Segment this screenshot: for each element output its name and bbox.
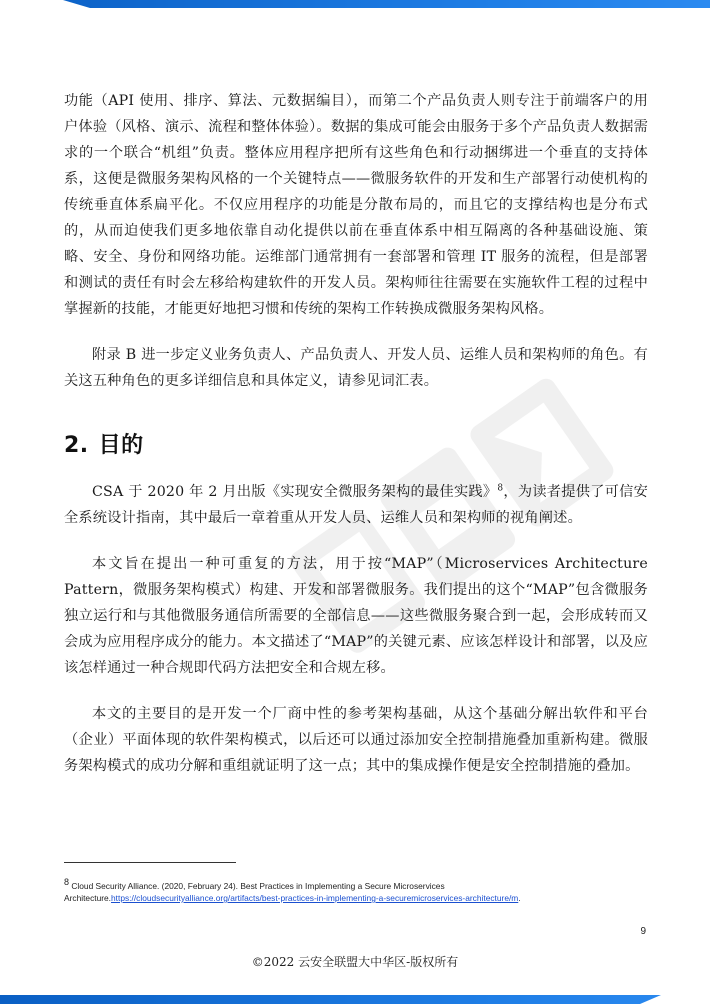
paragraph-csa-text-cont: ，为读者提供了可信安全系统设计指南，其中最后一章着重从开发人员、运维人员和架构师的视角阐述。 [64, 484, 648, 526]
footnote-marker: 8 [64, 877, 70, 888]
footer-notch [640, 995, 710, 1004]
copyright-footer: ©2022 云安全联盟大中华区-版权所有 [251, 955, 459, 969]
footnote-trailing: . [518, 893, 521, 903]
paragraph-map-purpose: 本文旨在提出一种可重复的方法，用于按“MAP”（Microservices Architecture Pattern，微服务架构模式）构建、开发和部署微服务。我们提出的这个“MAP”包含微服务独立运行和与其他微服务通信所需要的全部信息——这些微服务聚合到一起，会形成转而又会成为应用程序成分的能力。本文描述了“MAP”的关键元素、应该怎样设计和部署，以及应该怎样通过一种合规即代码方法把安全和合规左移。 [64, 556, 648, 676]
document-body [64, 88, 648, 799]
header-stripe [0, 0, 710, 8]
section-number: 2. [64, 433, 89, 458]
footnote-divider [64, 862, 236, 863]
paragraph-main-goal: 本文的主要目的是开发一个厂商中性的参考架构基础，从这个基础分解出软件和平台（企业）平面体现的软件架构模式，以后还可以通过添加安全控制措施叠加重新构建。微服务架构模式的成功分解和重组就证明了这一点；其中的集成操作便是安全控制措施的叠加。 [64, 706, 648, 774]
footnote-text: Cloud Security Alliance. (2020, February 24). Best Practices in Implementing a Secure Microservices Architecture. [64, 881, 445, 903]
footnote-reference[interactable]: 8 [497, 483, 504, 494]
paragraph-csa-publication [64, 479, 648, 531]
paragraph-csa-text: CSA 于 2020 年 2 月出版《实现安全微服务架构的最佳实践》 [92, 484, 498, 500]
section-heading [64, 428, 648, 459]
header-band [0, 0, 710, 10]
paragraph-appendix-b: 附录 B 进一步定义业务负责人、产品负责人、开发人员、运维人员和架构师的角色。有关这五种角色的更多详细信息和具体定义，请参见词汇表。 [64, 347, 648, 389]
section-title: 目的 [98, 433, 144, 458]
footer-band [0, 995, 710, 1004]
footnote [64, 877, 654, 904]
page-number: 9 [640, 926, 646, 937]
paragraph-roles-continued: 功能（API 使用、排序、算法、元数据编目），而第二个产品负责人则专注于前端客户的用户体验（风格、演示、流程和整体体验）。数据的集成可能会由服务于多个产品负责人数据需求的一个联合“机组”负责。整体应用程序把所有这些角色和行动捆绑进一个垂直的支持体系，这便是微服务架构风格的一个关键特点——微服务软件的开发和生产部署行动使机构的传统垂直体系扁平化。不仅应用程序的功能是分散布局的，而且它的支撑结构也是分布式的，从而迫使我们更多地依靠自动化提供以前在垂直体系中相互隔离的各种基础设施、策略、安全、身份和网络功能。运维部门通常拥有一套部署和管理 IT 服务的流程，但是部署和测试的责任有时会左移给构建软件的开发人员。架构师往往需要在实施软件工程的过程中掌握新的技能，才能更好地把习惯和传统的架构工作转换成微服务架构风格。 [64, 93, 648, 317]
footnote-link[interactable]: https://cloudsecurityalliance.org/artifacts/best-practices-in-implementing-a-securemicroservices-architecture/m [111, 893, 519, 903]
